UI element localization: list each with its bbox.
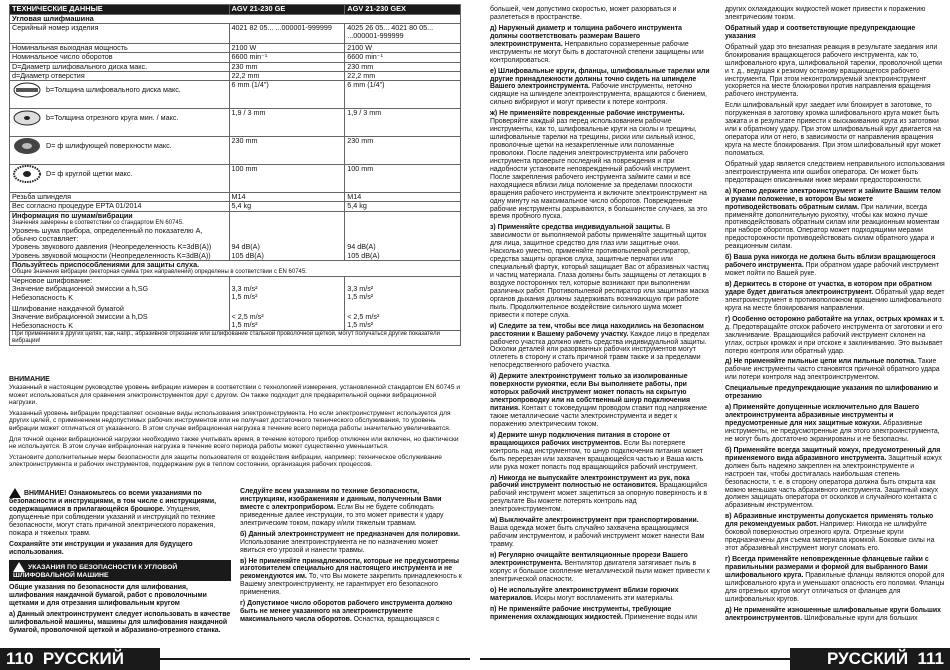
vibration-label: Значение вибрационной эмиссии a h,DS (12, 312, 148, 322)
paragraph: б) Ваша рука никогда не должна быть вблизи вращающегося рабочего инструмента. При обратном ударе рабочий инструмент может пойти по Вашей руке. (725, 254, 940, 278)
vibration-footnote: При применении в других целях, как, напр., абразивное отрезание или шлифование стальной проволочной щеткой, могут получаться другие показатели вибрации! (10, 330, 461, 345)
paragraph: п) Не применяйте рабочие инструменты, требующие применения охлаждающих жидкостей. Применение воды или (490, 605, 697, 621)
vibration-label: Значение вибрационной эмиссии a h,SG (12, 284, 149, 294)
spec-row-value: 100 mm (345, 165, 461, 193)
warning-paragraph: Указанный уровень вибрации представляет основные виды использования электроинструмента. Но если электроинструмент используется для других целей, с применением недопустимых рабочих инструментов или не получает достаточного технического обслуживания, то уровень вибрации может отличаться от указанного. В этом случае вибрационная нагрузка в течение всего периода работы значительно увеличивается. (9, 409, 451, 432)
page-number-right (790, 648, 950, 670)
warning-title: ВНИМАНИЕ (9, 376, 50, 383)
spec-row-label: Серийный номер изделия (10, 24, 230, 44)
spec-row-value: 230 mm (229, 62, 345, 71)
paragraph: д) Наружный диаметр и толщина рабочего инструмента должны соответствовать размерам Вашего электроинструмента. Неправильно соразмеренные рабочие инструменты не могут быть в достаточной степени защищены или контролироваться. (490, 24, 704, 64)
paragraph (725, 25, 945, 41)
safety-warning-text: Упущения, допущенные при соблюдении указаний и инструкций по технике безопасности, могут стать причиной электрического поражения, пожара и тяжелых травм. (9, 505, 216, 537)
paragraph: м) Выключайте электроинструмент при транспортировании. Ваша одежда может быть случайно захвачена вращающимся рабочим инструментом, и рабочий инструмент может нанести Вам травму. (490, 517, 705, 548)
paragraph: й) Держите электроинструмент только за изолированные поверхности рукоятки, если Вы выполняете работы, при которых рабочий инструмент может попасть на скрытую электропроводку или на собственный шнур подключения питания. Контакт с токоведущим проводом ставит под напряжение также металлические части электроинструмента и ведет к поражению электрическим током. (490, 373, 707, 428)
cutting-disc-icon (12, 109, 42, 127)
spec-table (9, 4, 461, 346)
spec-row-value: 4021 82 05... ...000001-999999 (229, 24, 345, 44)
spec-row-value: 5,4 kg (345, 202, 461, 211)
spec-row-value: 6600 min⁻¹ (229, 53, 345, 62)
safety-item-a: а) Данный электроинструмент следует использовать в качестве шлифовальной машины, машины для шлифования наждачной бумагой, проволочной щеткой и абразивно-отрезного станка. (9, 611, 231, 635)
uncertainty-label: Небезопасность K (12, 320, 74, 330)
vibration-warning (9, 374, 461, 469)
vibration-note: Общие значения вибрации (векторная сумма трех направлений) определены в соответствии с EN 60745. (12, 269, 307, 276)
warning-paragraph: Для точной оценки вибрационной нагрузки необходимо также учитывать время, в течение которого прибор отключен или включен, но фактически не используется. В этом случае вибрационная нагрузка в течение всего периода работы может существенно уменьшиться. (9, 435, 459, 451)
safety-column-1 (9, 488, 231, 638)
keep-instructions: Сохраняйте эти инструкции и указания для будущего использования. (9, 540, 193, 556)
sanding-disc-icon (12, 137, 42, 155)
paragraph: з) Применяйте средства индивидуальной защиты. В зависимости от выполняемой работы применяйте защитный щиток для лица, защитное средство для глаз или защитные очки. Насколько уместно, применяйте противопылевой респиратор, средства защиты органов слуха, защитные перчатки или специальный фартук, который защищает Вас от абразивных частиц и частиц материала. Глаза должны быть защищены от летающих в воздухе посторонних тел, которые возникают при выполнении различных работ. Противопылевой респиратор или защитная маска органов дыхания должны задерживать возникающую при работе пыль. Продолжительное воздействие сильного шума может привести к потере слуха. (490, 224, 709, 319)
spec-row-label: d=Диаметр отверстия (10, 71, 230, 80)
spec-row-label: Номинальная выходная мощность (10, 44, 230, 53)
paragraph: Если шлифовальный круг заедает или блокирует в заготовке, то погруженная в заготовку кромка шлифовального круга может быть зажата и в результате привести к выскакиванию круга из заготовки или к обратному удару. При этом шлифовальный круг двигается на оператора или от него, в зависимости от направления вращения круга на месте блокирования. При этом шлифовальный круг может поломаться. (725, 102, 941, 157)
spec-row-value: 5,4 kg (229, 202, 345, 211)
vibration-value: < 2,5 m/s² (231, 311, 264, 321)
spec-row-label: b=Толщина отрезного круга мин. / макс. (46, 113, 179, 123)
noise-note: Значения замерены в соответствии со стандартом EN 60745. (12, 220, 184, 226)
paragraph: ж) Не применяйте поврежденные рабочие инструменты. Проверяйте каждый раз перед использованием рабочие инструменты, как то, шлифовальные круги на сколы и трещины, шлифовальные тарелки на трещины, риски или сильный износ, проволочные щетки на незакрепленные или поломанные проволоки. После падения электроинструмента или рабочего инструмента проверьте последний на повреждения и при надобности установите неповрежденный рабочий инструмент. После закрепления рабочего инструмента займите сами и все находящиеся вблизи лица положение за пределами плоскости вращения рабочего инструмента и включите электроинструмент на одну минуту на максимальное число оборотов. Поврежденные рабочие инструменты разрываются, в большинстве случаев, за это время пробного пуска. (490, 110, 708, 221)
language-label: РУССКИЙ (826, 649, 909, 668)
spec-row-value: 22,2 mm (229, 71, 345, 80)
paragraph: д) Не применяйте изношенные шлифовальные круги больших электроинструментов. Шлифовальные круги для больших (725, 606, 941, 622)
spec-row-value: 2100 W (345, 44, 461, 53)
right-page (480, 0, 950, 670)
paragraph: н) Регулярно очищайте вентиляционные прорези Вашего электроинструмента. Вентилятор двигателя затягивает пыль в корпус и большое скопление металлической пыли может привести к электрической опасности. (490, 551, 710, 583)
spec-row-value: 100 mm (229, 165, 345, 193)
paragraph (725, 385, 945, 401)
spec-row-label: D= ф шлифующей поверхности макс. (46, 141, 172, 151)
page-number: 111 (917, 649, 944, 668)
left-page (0, 0, 470, 670)
spec-row-value: M14 (229, 193, 345, 202)
section-heading: Обратный удар и соответствующие предупреждающие указания (725, 24, 916, 40)
paragraph: большей, чем допустимо скоростью, может разорваться и разлететься в пространстве. (490, 6, 677, 21)
paragraph: а) Крепко держите электроинструмент и займите Вашим телом и руками положение, в котором Вы можете противодействовать обратным силам. При наличии, всегда применяйте дополнительную рукоятку, чтобы как можно лучше противодействовать обратным силам или реакционным моментам при наборе оборотов. Оператор может подходящими мерами предосторожности противодействовать силам обратного удара и реакционным силам. (725, 187, 941, 251)
paragraph: б) Применяйте всегда защитный кожух, предусмотренный для применяемого вида абразивного инструмента. Защитный кожух должен быть надежно закреплен на электроинструменте и настроен так, чтобы достигалась наибольшая степень безопасности, т. е. в сторону оператора должна быть открыта как можно меньшая часть абразивного инструмента. Защитный кожух должен защищать оператора от осколков и случайного контакта с абразивным инструментом. (725, 446, 942, 510)
vibration-group-title: Черновое шлифование: (12, 276, 93, 286)
wire-brush-icon (12, 165, 42, 183)
spec-row-value: 6600 min⁻¹ (345, 53, 461, 62)
right-column-2 (725, 6, 945, 626)
section-heading: Специальные предупреждающие указания по шлифованию и отрезанию (725, 385, 938, 401)
spec-row-label: b=Толщина шлифовального диска макс. (46, 85, 181, 95)
uncertainty-label: Небезопасность K (12, 292, 74, 302)
paragraph: о) Не используйте электроинструмент вблизи горючих материалов. Искры могут воспламенить эти материалы. (490, 586, 679, 602)
noise-value: 105 dB(A) (231, 250, 264, 260)
noise-label: Уровень звукового давления (Неопределенность K=3dB(A)) (12, 242, 212, 252)
footer-rule (160, 658, 470, 660)
safety-item-g: г) Допустимое число оборотов рабочего инструмента должно быть не менее указанного на электроинструменте максимального числа оборотов. (240, 600, 453, 624)
spec-row-value: 230 mm (345, 62, 461, 71)
language-label: РУССКИЙ (42, 649, 124, 668)
noise-title: Информация по шумам/вибрации (12, 210, 133, 220)
paragraph: л) Никогда не выпускайте электроинструмент из рук, пока рабочий инструмент полностью не остановится. Вращающийся рабочий инструмент может зацепиться за опорную поверхность и в результате Вы можете потерять контроль над электроинструментом. (490, 474, 708, 514)
spec-row-value: 230 mm (229, 137, 345, 165)
footer-rule (480, 658, 790, 660)
vibration-group-title: Шлифование наждачной бумагой (12, 304, 124, 314)
spec-row-value: 230 mm (345, 137, 461, 165)
warning-paragraph: Установите дополнительные меры безопасности для защиты пользователя от воздействия вибрации, например: техническое обслуживание электроинструмента и рабочих инструментов, поддержание рук в теплом состоянии, организация рабочих процессов. (9, 453, 442, 469)
paragraph: других охлаждающих жидкостей может привести к поражению электрическим током. (725, 6, 926, 21)
spec-row-label: Номинальное число оборотов (10, 53, 230, 62)
safety-item-v: в) Не применяйте принадлежности, которые не предусмотрены изготовителем специально для настоящего инструмента и не рекомендуются им. (240, 557, 459, 581)
spec-row-value: 4025 26 05... 4021 80 05... ...000001-999999 (345, 24, 461, 44)
page-number-left (0, 648, 160, 670)
uncertainty-value: 1,5 m/s² (347, 292, 374, 302)
noise-value: 105 dB(A) (347, 250, 380, 260)
spec-row-label: Резьба шпинделя (10, 193, 230, 202)
warning-triangle-icon (13, 562, 25, 572)
hearing-protection: Пользуйтесь приспособлениями для защиты слуха. (12, 260, 200, 270)
section-bar-label: УКАЗАНИЯ ПО БЕЗОПАСНОСТИ К УГЛОВОЙ ШЛИФОВАЛЬНОЙ МАШИНЕ (13, 563, 178, 579)
paragraph: е) Шлифовальные круги, фланцы, шлифовальные тарелки или другие принадлежности должны точно сидеть на шпинделе Вашего электроинструмента. Рабочие инструменты, неточно сидящие на шпинделе электроинструмента, вращаются с биением, сильно вибрируют и могут привести к потере контроля. (490, 67, 710, 107)
spec-row-label: Вес согласно процедуре EPTA 01/2014 (10, 202, 230, 211)
warning-triangle-icon (9, 488, 21, 498)
grinding-disc-thickness-icon (12, 81, 42, 99)
uncertainty-value: 1,5 m/s² (231, 292, 258, 302)
section-bar (9, 560, 231, 582)
paragraph: и) Следите за тем, чтобы все лица находились на безопасном расстоянии к Вашему рабочему участку. Каждое лицо в пределах рабочего участка должно иметь средства индивидуальной защиты. Осколки деталей или разорванных рабочих инструментов могут отлететь в сторону и стать причиной травм также и за пределами непосредственного рабочего участка. (490, 322, 710, 370)
common-safety-title: Общие указания по безопасности для шлифования, шлифования наждачной бумагой, работ с проволочными щетками и для отрезания шлифовальным кругом (9, 584, 207, 608)
spec-header-model-ge: AGV 21-230 GE (229, 5, 345, 15)
spec-row-label: D=Диаметр шлифовального диска макс. (10, 62, 230, 71)
safety-intro: Следуйте всем указаниям по технике безопасности, инструкциям, изображениям и данным, полученным Вами вместе с электроприбором. (240, 488, 442, 511)
paragraph: д) Не применяйте пильные цепи или пильные полотна. Такие рабочие инструменты часто становятся причиной обратного удара или потери контроля над электроинструментом. (725, 358, 940, 382)
spec-row-label: D= ф круглой щетки макс. (46, 169, 133, 179)
safety-warning-title: ВНИМАНИЕ! Ознакомьтесь со всеми указаниями по безопасности и инструкциями, в том числе с инструкциями, содержащимися в прилагающейся брошюре. (9, 489, 216, 513)
paragraph: а) Применяйте допущенные исключительно для Вашего электроинструмента абразивные инструменты и предусмотренные для них защитные кожухи. Абразивные инструменты, не предусмотренные для этого электроинструмента, не могут быть достаточно экранированы и не безопасны. (725, 404, 940, 443)
vibration-value: < 2,5 m/s² (347, 311, 380, 321)
paragraph: к) Держите шнур подключения питания в стороне от вращающихся рабочих инструментов. Если Вы потеряете контроль над инструментом, то шнур подключения питания может быть перерезан или захвачен вращающейся частью и Ваша кисть или рука может попасть под вращающийся рабочий инструмент. (490, 431, 704, 471)
noise-value: 94 dB(A) (347, 242, 376, 252)
uncertainty-value: 1,5 m/s² (231, 320, 258, 330)
spec-row-value: 6 mm (1/4") (345, 81, 461, 109)
paragraph: Обратный удар является следствием неправильного использования электроинструмента или ошибок оператора. Он может быть предотвращен описанными ниже мерами предосторожности. (725, 160, 945, 184)
spec-row-value: 22,2 mm (345, 71, 461, 80)
safety-item-v-text: То, что Вы можете закрепить принадлежность к Вашему электроинструменту, не гарантирует его безопасного применения. (240, 573, 462, 597)
spec-header-model-gex: AGV 21-230 GEX (345, 5, 461, 15)
paragraph: в) Абразивные инструменты допускается применять только для рекомендуемых работ. Например: Никогда не шлифуйте боковой поверхностью отрезного круга. Отрезные круги предназначены для съема материала кромкой. Боковые силы на этот абразивный инструмент могут сломать его. (725, 513, 935, 553)
spec-row-value: 6 mm (1/4") (229, 81, 345, 109)
spec-row-value: 1,9 / 3 mm (229, 109, 345, 137)
safety-intro-text: Если Вы не будете соблюдать приведенные далее инструкции, то это может привести к удару электрическим током, пожару и/или тяжелым травмам. (240, 503, 444, 527)
paragraph: г) Всегда применяйте неповрежденные фланцевые гайки с правильными размерами и формой для выбранного Вами шлифовального круга. Правильные фланцы являются опорой для шлифовального круга и уменьшают опасность его поломки. Фланцы для отрезных кругов могут отличаться от фланцев для шлифовальных кругов. (725, 556, 945, 603)
safety-item-g-text: Оснастка, вращающаяся с (353, 616, 440, 624)
right-column-1 (490, 6, 710, 624)
spec-subheader: Угловая шлифмашина (10, 14, 461, 24)
noise-desc: Уровень шума прибора, определенный по показателю А, обычно составляет: (12, 225, 203, 244)
uncertainty-value: 1,5 m/s² (347, 320, 374, 330)
paragraph: в) Держитесь в стороне от участка, в котором при обратном ударе будет двигаться электроинструмент. Обратный удар ведет электроинструмент в противоположном вращению шлифовального круга на месте блокирования направлении. (725, 281, 945, 312)
paragraph: Обратный удар это внезапная реакция в результате заедания или блокирования вращающегося рабочего инструмента, как то, шлифовального круга, шлифовальной тарелки, проволочной щетки и т. д., ведущая к резкому останову вращающегося рабочего инструмента. При этом неконтролируемый электроинструмент ускоряется на месте блокировки против направления вращения рабочего инструмента. (725, 43, 942, 99)
safety-item-b: б) Данный электроинструмент не предназначен для полировки. (240, 530, 460, 538)
noise-label: Уровень звуковой мощности (Неопределенность K=3dB(A)) (12, 250, 211, 260)
vibration-value: 3,3 m/s² (347, 284, 374, 294)
warning-paragraph: Указанный в настоящем руководстве уровень вибрации измерен в соответствии с технологией измерения, установленной стандартом EN 60745 и может использоваться для сравнения электроинструментов друг с другом. Он также подходит для предварительной оценки вибрационной нагрузки. (9, 384, 461, 407)
page-number: 110 (6, 649, 34, 668)
paragraph: г) Особенно осторожно работайте на углах, острых кромках и т. д. Предотвращайте отскок рабочего инструмента от заготовки и его заклинивание. Вращающийся рабочий инструмент склонен на углах, острых кромках и при отскоке к заклиниванию. Это вызывает потерю контроля или обратный удар. (725, 315, 945, 355)
spec-row-value: 2100 W (229, 44, 345, 53)
spec-header-title: ТЕХНИЧЕСКИЕ ДАННЫЕ (10, 5, 230, 15)
vibration-value: 3,3 m/s² (231, 284, 258, 294)
safety-column-2 (240, 488, 462, 627)
spec-row-value: 1,9 / 3 mm (345, 109, 461, 137)
noise-value: 94 dB(A) (231, 242, 260, 252)
spec-row-value: M14 (345, 193, 461, 202)
safety-item-b-text: Использование электроинструмента не по назначению может явиться его угрозой и нанести травмы. (240, 538, 439, 554)
